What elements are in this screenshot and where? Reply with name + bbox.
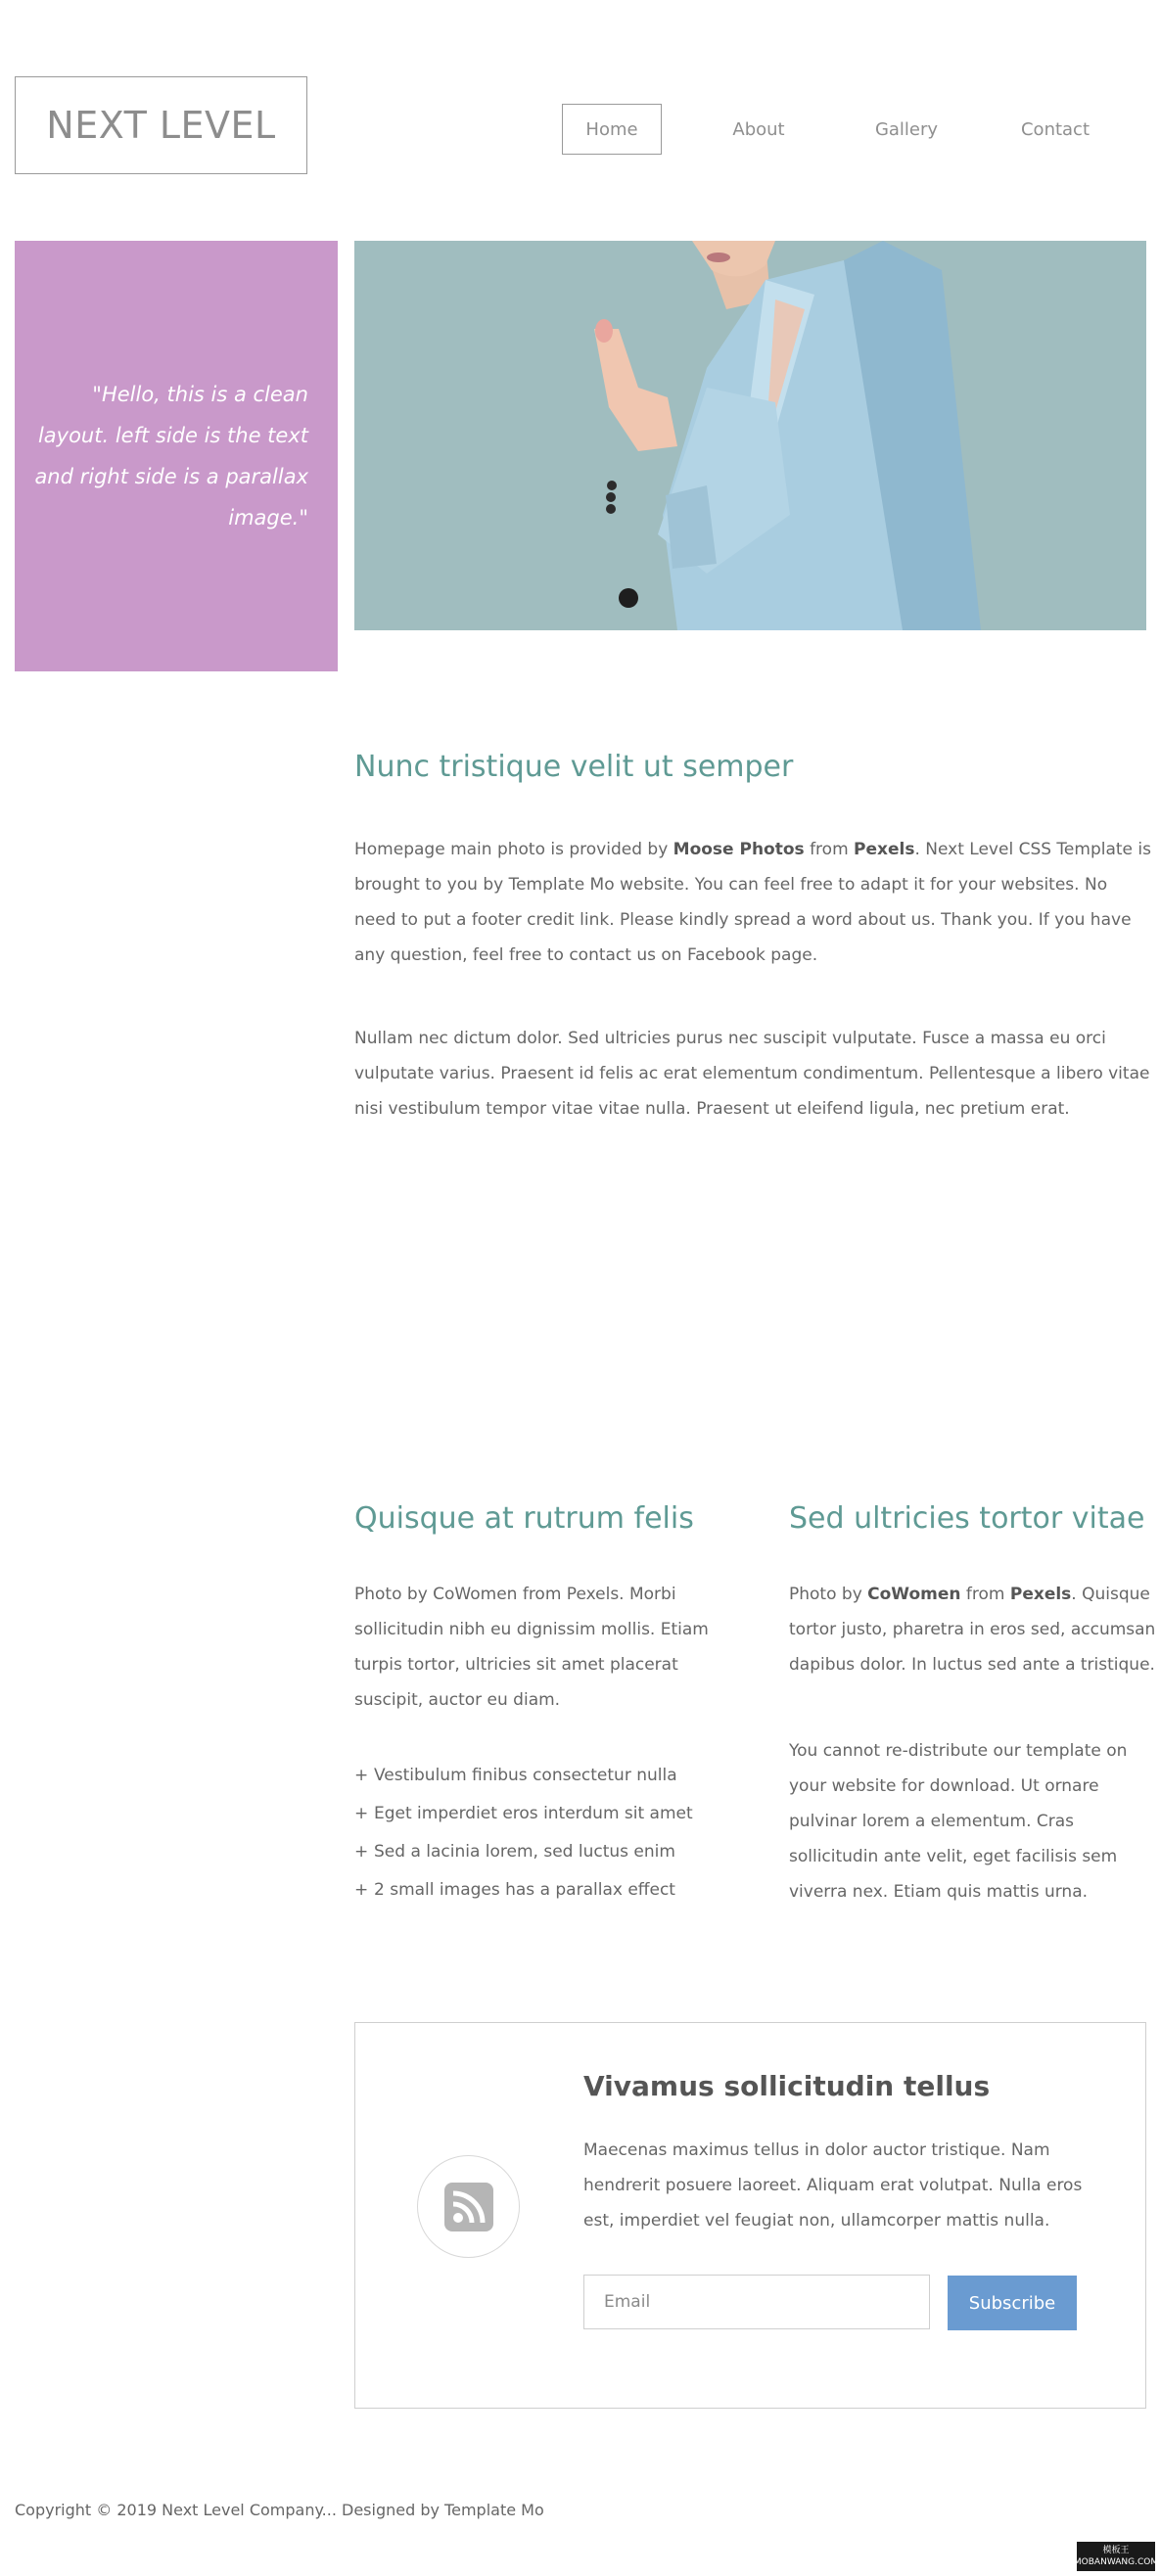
photo-credit-source: Pexels xyxy=(1009,1585,1072,1604)
rss-icon xyxy=(444,2183,493,2231)
photo-credit-author: Moose Photos xyxy=(673,840,805,859)
nav-about[interactable]: About xyxy=(732,118,785,140)
list-item: + Sed a lacinia lorem, sed luctus enim xyxy=(354,1833,693,1871)
hero-quote: "Hello, this is a clean layout. left side is the text and right side is a parallax image." xyxy=(34,383,308,529)
nav-home[interactable]: Home xyxy=(562,104,662,155)
intro-paragraph-2: Nullam nec dictum dolor. Sed ultricies purus nec suscipit vulputate. Fusce a massa eu orci vulputate varius. Praesent id felis ac erat elementum condimentum. Pellentesque a libero vitae nisi vestibulum tempor vitae vitae nulla. Praesent ut eleifend ligula, nec pretium erat. xyxy=(354,1029,1150,1119)
watermark-line-1: 模板王 xyxy=(1102,2546,1130,2555)
hero-illustration xyxy=(354,241,1146,630)
list-item: + 2 small images has a parallax effect xyxy=(354,1871,693,1909)
subscribe-text: Maecenas maximus tellus in dolor auctor tristique. Nam hendrerit posuere laoreet. Aliquam erat volutpat. Nulla eros est, imperdiet vel feugiat non, ullamcorper mattis nulla. xyxy=(583,2140,1083,2231)
site-logo[interactable]: NEXT LEVEL xyxy=(15,76,307,174)
feature-list xyxy=(354,1757,693,1909)
col1-paragraph: Photo by CoWomen from Pexels. Morbi sollicitudin nibh eu dignissim mollis. Etiam turpis tortor, ultricies sit amet placerat suscipit, auctor eu diam. xyxy=(354,1585,709,1710)
watermark-line-2: MOBANWANG.COM xyxy=(1073,2557,1159,2567)
subscribe-title: Vivamus sollicitudin tellus xyxy=(583,2070,991,2102)
main-nav xyxy=(0,104,1160,155)
col1-title: Quisque at rutrum felis xyxy=(354,1501,694,1536)
subscribe-button[interactable]: Subscribe xyxy=(948,2276,1077,2330)
intro-paragraph-1: Homepage main photo is provided by Moose Photos from Pexels. Next Level CSS Template is brought to you by Template Mo website. You can feel free to adapt it for your websites. No need to put a footer credit link. Please kindly spread a word about us. Thank you. If you have any question, feel free to contact us on Facebook page. xyxy=(354,840,1151,965)
intro-title: Nunc tristique velit ut semper xyxy=(354,750,794,784)
email-input[interactable] xyxy=(583,2275,930,2329)
plus-icon: + xyxy=(354,1766,369,1785)
footer-copyright: Copyright © 2019 Next Level Company... Designed by Template Mo xyxy=(15,2501,544,2519)
rss-badge xyxy=(417,2155,520,2258)
photo-credit-author: CoWomen xyxy=(867,1585,961,1604)
nav-contact[interactable]: Contact xyxy=(1020,118,1090,140)
nav-gallery[interactable]: Gallery xyxy=(874,118,939,140)
plus-icon: + xyxy=(354,1842,369,1862)
col2-paragraph-1: Photo by CoWomen from Pexels. Quisque tortor justo, pharetra in eros sed, accumsan dapibus dolor. In luctus sed ante a tristique. xyxy=(789,1585,1156,1675)
plus-icon: + xyxy=(354,1804,369,1823)
list-item: + Vestibulum finibus consectetur nulla xyxy=(354,1757,693,1795)
quote-box xyxy=(15,241,338,671)
plus-icon: + xyxy=(354,1880,369,1900)
watermark-logo xyxy=(1073,2542,1159,2571)
col2-paragraph-2: You cannot re-distribute our template on your website for download. Ut ornare pulvinar lorem a elementum. Cras sollicitudin ante velit, eget facilisis sem viverra nex. Etiam quis mattis urna. xyxy=(789,1741,1128,1902)
hero-photo xyxy=(354,241,1146,630)
col2-title: Sed ultricies tortor vitae xyxy=(789,1501,1145,1536)
subscribe-box xyxy=(354,2022,1146,2409)
list-item: + Eget imperdiet eros interdum sit amet xyxy=(354,1795,693,1833)
photo-credit-source: Pexels xyxy=(854,840,915,859)
